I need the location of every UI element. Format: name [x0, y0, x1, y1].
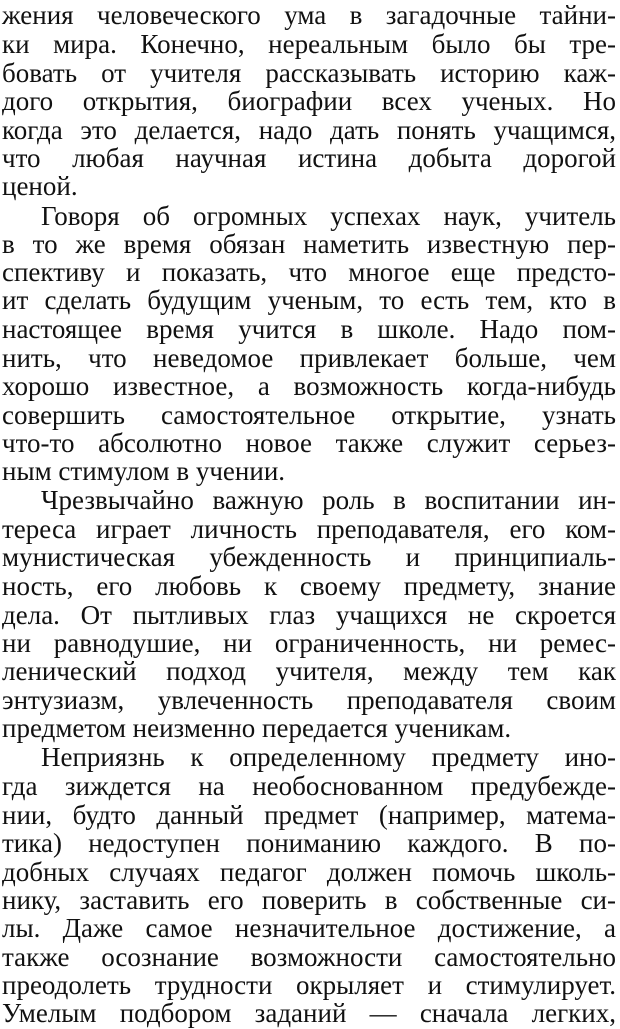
text-line: ным стимулом в учении.: [2, 456, 286, 486]
text-line: дого открытия, биографии всех ученых. Но: [2, 86, 616, 116]
text-line: мунистическая убежденность и принципиаль-: [2, 542, 616, 572]
text-line: тика) недоступен пониманию каждого. В по-: [2, 828, 616, 858]
text-line: ленический подход учителя, между тем как: [2, 656, 616, 686]
text-line: что-то абсолютно новое также служит серьез-: [2, 428, 616, 458]
text-line: жения человеческого ума в загадочные тайни-: [2, 0, 616, 30]
text-line: нии, будто данный предмет (например, матема-: [2, 800, 616, 830]
text-line: нить, что неведомое привлекает больше, чем: [2, 343, 616, 373]
text-line: что любая научная истина добыта дорогой: [2, 143, 616, 173]
text-line: нику, заставить его поверить в собственные си-: [2, 885, 616, 915]
text-line: ценой.: [2, 171, 78, 201]
text-line: преодолеть трудности окрыляет и стимулирует.: [2, 970, 616, 1000]
text-line: энтузиазм, увлеченность преподавателя своим: [2, 685, 616, 715]
text-line: ит сделать будущим ученым, то есть тем, кто в: [2, 285, 616, 315]
text-line: бовать от учителя рассказывать историю каж-: [2, 58, 616, 88]
text-line: хорошо известное, а возможность когда-нибудь: [2, 371, 616, 401]
text-line: Говоря об огромных успехах наук, учитель: [41, 201, 616, 231]
text-line: ни равнодушие, ни ограниченность, ни ремес-: [2, 628, 616, 658]
text-line: Умелым подбором заданий — сначала легких,: [2, 998, 616, 1028]
text-line: добных случаях педагог должен помочь школь-: [2, 857, 616, 887]
text-line: тереса играет личность преподавателя, его ком-: [2, 514, 616, 544]
text-line: предметом неизменно передается ученикам.: [2, 713, 512, 743]
text-line: ность, его любовь к своему предмету, знание: [2, 571, 616, 601]
text-line: Неприязнь к определенному предмету ино-: [41, 742, 616, 772]
text-line: когда это делается, надо дать понять учащимся,: [2, 115, 616, 145]
text-line: совершить самостоятельное открытие, узнать: [2, 400, 616, 430]
text-line: в то же время обязан наметить известную пер-: [2, 229, 616, 259]
text-line: настоящее время учится в школе. Надо пом-: [2, 314, 616, 344]
text-line: гда зиждется на необоснованном предубежде-: [2, 771, 616, 801]
text-line: ки мира. Конечно, нереальным было бы тре-: [2, 29, 616, 59]
text-line: также осознание возможности самостоятельно: [2, 942, 616, 972]
text-line: дела. От пытливых глаз учащихся не скроется: [2, 600, 616, 630]
text-line: спективу и показать, что многое еще предсто-: [2, 257, 616, 287]
text-line: Чрезвычайно важную роль в воспитании ин-: [41, 485, 616, 515]
text-line: лы. Даже самое незначительное достижение, а: [2, 913, 616, 943]
